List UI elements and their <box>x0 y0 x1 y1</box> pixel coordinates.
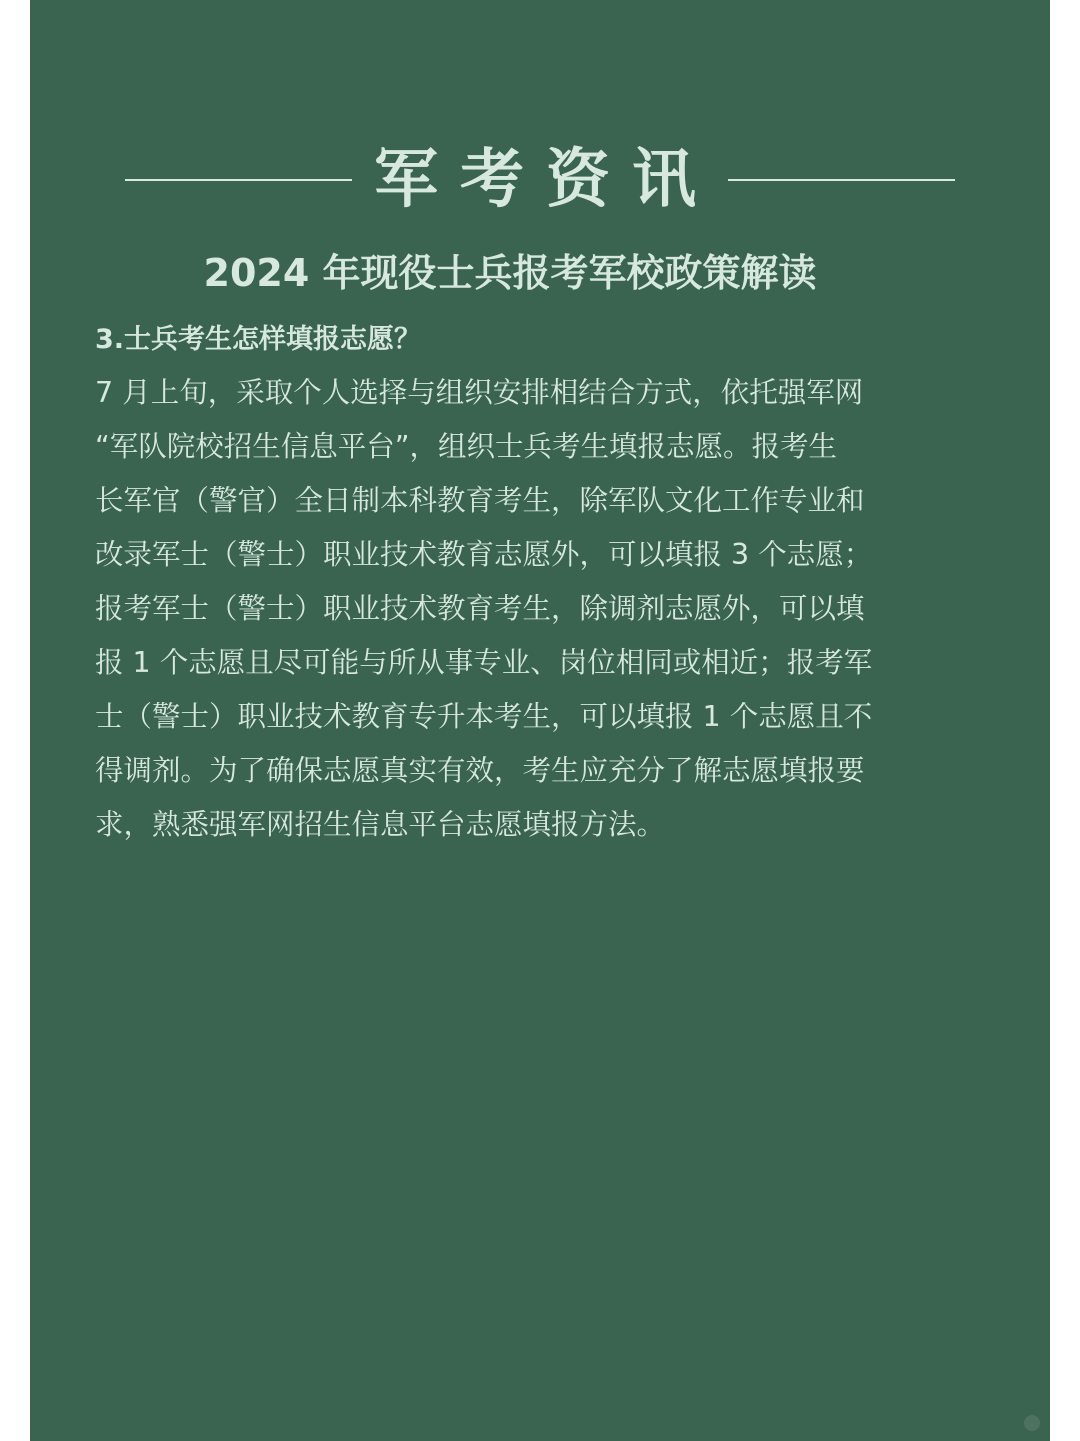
answer-paragraph <box>95 366 935 852</box>
paragraph-line: 求，熟悉强军网招生信息平台志愿填报方法。 <box>95 808 666 841</box>
right-rule <box>728 179 955 181</box>
paragraph-line: 改录军士（警士）职业技术教育志愿外，可以填报 3 个志愿； <box>95 538 873 571</box>
paragraph-line: 报 1 个志愿且尽可能与所从事专业、岗位相同或相近；报考军 <box>95 646 873 679</box>
left-rule <box>125 179 352 181</box>
paragraph-line: “军队院校招生信息平台”，组织士兵考生填报志愿。报考生 <box>95 430 838 463</box>
paragraph-line: 士（警士）职业技术教育专升本考生，可以填报 1 个志愿且不 <box>95 700 873 733</box>
paragraph-line: 长军官（警官）全日制本科教育考生，除军队文化工作专业和 <box>95 484 865 517</box>
watermark-icon <box>1024 1415 1040 1431</box>
section-label: 军考资讯 <box>374 143 718 217</box>
section-header <box>125 140 955 220</box>
paragraph-line: 报考军士（警士）职业技术教育考生，除调剂志愿外，可以填 <box>95 592 865 625</box>
question-heading: 3.士兵考生怎样填报志愿？ <box>95 324 422 355</box>
paragraph-line: 得调剂。为了确保志愿真实有效，考生应充分了解志愿填报要 <box>95 754 865 787</box>
page-title: 2024 年现役士兵报考军校政策解读 <box>203 251 817 295</box>
paragraph-line: 7 月上旬，采取个人选择与组织安排相结合方式，依托强军网 <box>95 376 864 409</box>
